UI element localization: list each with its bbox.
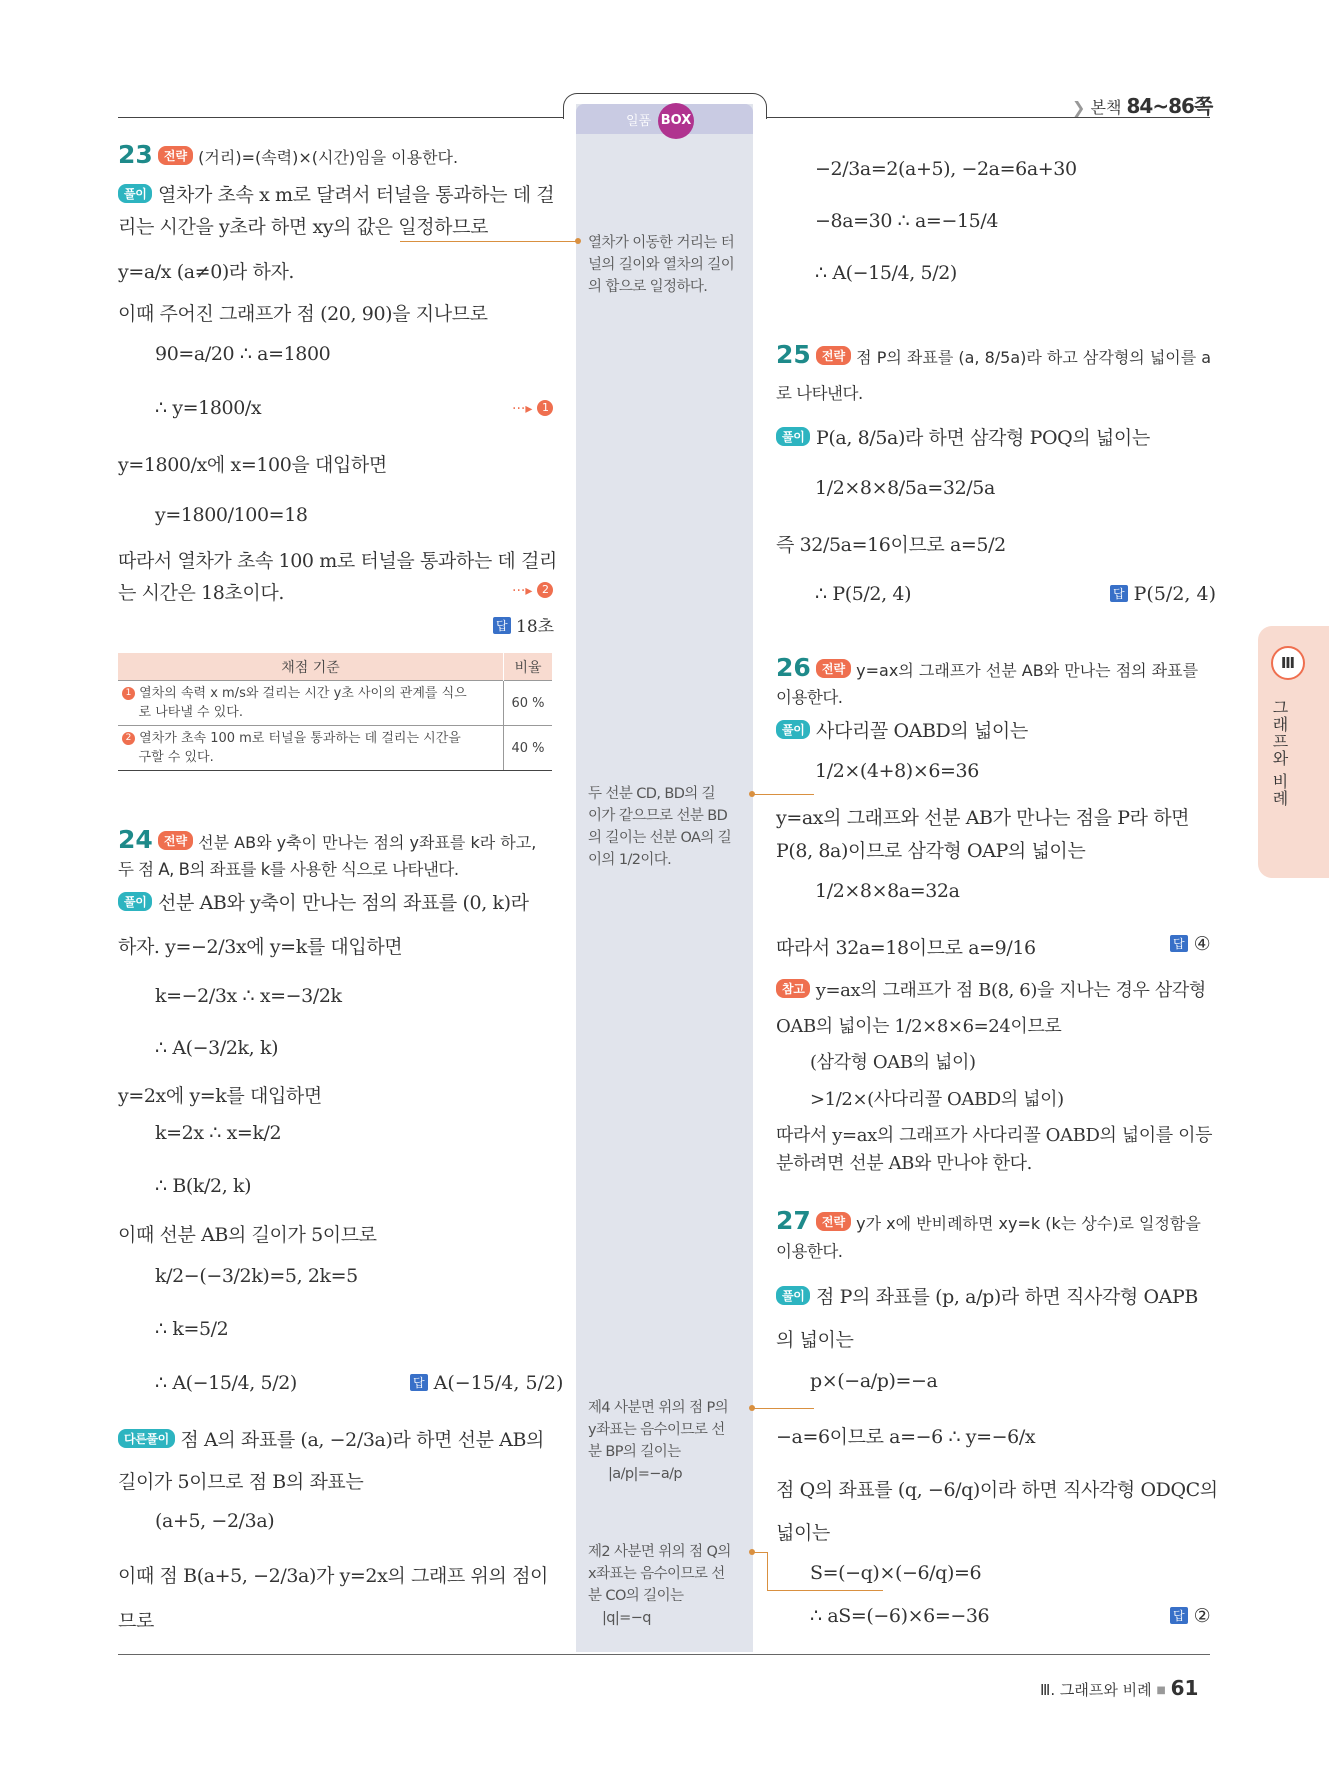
p24-line-3: k=−2/3x ∴ x=−3/2k [155,985,342,1007]
text: y=ax의 그래프가 점 B(8, 6)을 지나는 경우 삼각형 [815,980,1206,1001]
answer-tag: 답 [1170,1607,1188,1624]
solution-tag: 풀이 [118,892,152,911]
p24-alt-3: (a+5, −2/3a) [155,1510,275,1532]
p24-line-5: y=2x에 y=k를 대입하면 [118,1085,322,1107]
problem-number: 25 [776,340,811,369]
p23-line-3: y=a/x (a≠0)라 하자. [118,261,295,283]
footer-chapter: Ⅲ. 그래프와 비례 [1040,1681,1152,1699]
p25-strategy-b: 로 나타낸다. [776,384,863,403]
row-text: 열차의 속력 x m/s와 걸리는 시간 y초 사이의 관계를 식으 [139,686,467,701]
right-top-line-1: −2/3a=2(a+5), −2a=6a+30 [815,158,1077,180]
answer-tag: 답 [493,617,511,634]
p27-line-2: 의 넓이는 [776,1329,854,1351]
p24-line-1 [118,888,529,915]
marker-2: ···▸ 2 [512,580,553,599]
note-line: x좌표는 음수이므로 선 [588,1566,725,1582]
note-line: |a/p|=−a/p [608,1466,683,1482]
row-text: 로 나타낼 수 있다. [138,705,243,720]
p27-line-8: ∴ aS=(−6)×6=−36 [810,1605,990,1627]
p24-line-2: 하자. y=−2/3x에 y=k를 대입하면 [118,936,403,958]
p26-strategy-b: 이용한다. [776,688,843,707]
p23-line-10: 는 시간은 18초이다. [118,582,284,604]
p23-answer [493,612,554,637]
table-header-ratio: 비율 [504,653,553,681]
note-line: 제4 사분면 위의 점 P의 [588,1400,729,1416]
answer-text: ② [1193,1605,1211,1627]
right-top-line-3: ∴ A(−15/4, 5/2) [815,262,957,284]
row-pct: 40 % [504,726,553,771]
note-line: 두 선분 CD, BD의 길 [588,786,716,802]
p27-line-4: −a=6이므로 a=−6 ∴ y=−6/x [776,1426,1036,1448]
row-pct: 60 % [504,681,553,726]
table-row [118,726,552,771]
problem-27-header [776,1206,1201,1235]
p25-line-1 [776,423,1150,450]
box-note-3 [588,1397,748,1485]
strategy-text: (거리)=(속력)×(시간)임을 이용한다. [198,148,459,167]
p26-line-6: 따라서 32a=18이므로 a=9/16 [776,937,1036,959]
connector-line [752,1408,814,1409]
marker-1: ···▸ 1 [512,398,553,417]
connector-line [752,794,814,795]
connector-dot [749,1549,755,1555]
box-note-1 [588,232,748,298]
strategy-tag: 전략 [816,659,851,678]
p23-line-4: 이때 주어진 그래프가 점 (20, 90)을 지나므로 [118,303,488,325]
p26-line-4: P(8, 8a)이므로 삼각형 OAP의 넓이는 [776,840,1086,862]
problem-24-header [118,825,536,854]
p24-alt-5: 므로 [118,1610,154,1632]
row-number: 1 [122,687,135,700]
note-line: |q|=−q [602,1610,651,1626]
p23-line-7: y=1800/x에 x=100을 대입하면 [118,454,387,476]
problem-25-header [776,340,1211,369]
p23-line-5: 90=a/20 ∴ a=1800 [155,343,331,365]
strategy-tag: 전략 [816,1212,851,1231]
table-header-criteria: 채점 기준 [118,653,504,681]
connector-dot [749,791,755,797]
p26-line-1 [776,716,1028,743]
ref-pages: 84~86쪽 [1126,94,1213,118]
marker-number: 1 [537,400,553,416]
strategy-tag: 전략 [158,146,193,165]
row-number: 2 [122,732,135,745]
connector-line [400,241,578,242]
header-top-rule [118,117,563,118]
solution-tag: 풀이 [776,720,810,739]
strategy-text: 선분 AB와 y축이 만나는 점의 y좌표를 k라 하고, [198,833,537,852]
connector-dot [575,238,581,244]
connector-dot [749,1405,755,1411]
problem-26-header [776,653,1198,682]
p25-line-3: 즉 32/5a=16이므로 a=5/2 [776,534,1006,556]
answer-text: A(−15/4, 5/2) [433,1372,564,1394]
note-line: 이가 같으므로 선분 BD [588,808,728,824]
footer-rule [118,1654,1210,1655]
note-line: 널의 길이와 열차의 길이 [588,257,735,273]
box-note-4 [588,1541,748,1629]
connector-line [767,1552,768,1590]
p23-line-8: y=1800/100=18 [155,504,308,526]
p25-line-4: ∴ P(5/2, 4) [815,583,912,605]
ref-label: 본책 [1090,98,1122,117]
p23-line-6: ∴ y=1800/x [155,397,262,419]
problem-23-header [118,140,458,169]
page-reference [1072,90,1212,119]
strategy-text: y=ax의 그래프가 선분 AB와 만나는 점의 좌표를 [856,661,1199,680]
p25-answer [1110,583,1216,605]
problem-number: 26 [776,653,811,682]
p24-answer [410,1372,563,1394]
side-tab-roman: Ⅲ [1271,646,1305,680]
p27-line-6: 넓이는 [776,1522,830,1544]
p27-line-5: 점 Q의 좌표를 (q, −6/q)이라 하면 직사각형 ODQC의 [776,1479,1218,1501]
solution-tag: 풀이 [776,1286,810,1305]
row-text: 열차가 초속 100 m로 터널을 통과하는 데 걸리는 시간을 [139,731,461,746]
p23-line-1 [118,180,554,207]
text: 열차가 초속 x m로 달려서 터널을 통과하는 데 걸 [158,184,555,206]
solution-tag: 풀이 [118,184,152,203]
p26-note-1 [776,976,1206,1002]
p26-note-2: OAB의 넓이는 1/2×8×6=24이므로 [776,1016,1062,1037]
p27-strategy-b: 이용한다. [776,1242,843,1261]
side-chapter-tab[interactable] [1258,626,1329,878]
scoring-table [118,653,552,771]
note-line: y좌표는 음수이므로 선 [588,1422,725,1438]
chevron-right-icon: ❯ [1072,98,1086,117]
text: P(a, 8/5a)라 하면 삼각형 POQ의 넓이는 [816,427,1150,449]
side-tab-label: 그래프와 비례 [1270,699,1289,808]
problem-number: 24 [118,825,153,854]
p24-line-10: ∴ k=5/2 [155,1318,229,1340]
answer-text: P(5/2, 4) [1133,583,1216,605]
p24-line-6: k=2x ∴ x=k/2 [155,1122,282,1144]
p24-alt-2: 길이가 5이므로 점 B의 좌표는 [118,1471,364,1493]
answer-tag: 답 [1110,585,1128,602]
alt-solution-tag: 다른풀이 [118,1429,175,1448]
p24-alt-1 [118,1425,544,1452]
text: 선분 AB와 y축이 만나는 점의 좌표를 (0, k)라 [158,892,529,914]
p25-line-2: 1/2×8×8/5a=32/5a [815,477,995,499]
p23-line-2: 리는 시간을 y초라 하면 xy의 값은 일정하므로 [118,216,489,238]
page-number: 61 [1170,1676,1199,1700]
right-top-line-2: −8a=30 ∴ a=−15/4 [815,210,999,232]
p24-line-4: ∴ A(−3/2k, k) [155,1037,279,1059]
p26-line-5: 1/2×8×8a=32a [815,880,960,902]
connector-line [767,1590,883,1591]
p26-line-2: 1/2×(4+8)×6=36 [815,760,979,782]
strategy-tag: 전략 [816,346,851,365]
p26-note-6: 분하려면 선분 AB와 만나야 한다. [776,1153,1032,1174]
p26-note-5: 따라서 y=ax의 그래프가 사다리꼴 OABD의 넓이를 이등 [776,1125,1213,1146]
strategy-tag: 전략 [158,831,193,850]
p26-note-4: >1/2×(사다리꼴 OABD의 넓이) [810,1089,1064,1110]
p24-alt-4: 이때 점 B(a+5, −2/3a)가 y=2x의 그래프 위의 점이 [118,1565,548,1587]
footer: Ⅲ. 그래프와 비례 ■ 61 [1040,1676,1199,1700]
text: 점 A의 좌표를 (a, −2/3a)라 하면 선분 AB의 [180,1429,545,1451]
note-line: 열차가 이동한 거리는 터 [588,235,735,251]
note-line: 의 합으로 일정하다. [588,279,708,295]
strategy-text: y가 x에 반비례하면 xy=k (k는 상수)로 일정함을 [856,1214,1201,1233]
answer-text: 18초 [516,617,555,637]
strategy-text: 점 P의 좌표를 (a, 8/5a)라 하고 삼각형의 넓이를 a [856,348,1212,367]
note-line: 이의 1/2이다. [588,852,672,868]
table-row [118,681,552,726]
answer-tag: 답 [410,1374,428,1391]
p24-line-8: 이때 선분 AB의 길이가 5이므로 [118,1224,377,1246]
p27-line-7: S=(−q)×(−6/q)=6 [810,1562,982,1584]
p24-line-9: k/2−(−3/2k)=5, 2k=5 [155,1265,358,1287]
note-line: 제2 사분면 위의 점 Q의 [588,1544,731,1560]
note-tag: 참고 [776,979,810,998]
note-line: 의 길이는 선분 OA의 길 [588,830,732,846]
solution-tag: 풀이 [776,427,810,446]
box-label-ilpum: 일품 [626,114,652,129]
p24-line-11: ∴ A(−15/4, 5/2) [155,1372,297,1394]
p23-line-9: 따라서 열차가 초속 100 m로 터널을 통과하는 데 걸리 [118,550,557,572]
p26-note-3: (삼각형 OAB의 넓이) [810,1052,976,1073]
text: 사다리꼴 OABD의 넓이는 [816,720,1028,742]
marker-number: 2 [537,582,553,598]
answer-text: ④ [1193,933,1211,955]
problem-number: 23 [118,140,153,169]
answer-tag: 답 [1170,935,1188,952]
box-label-box: BOX [658,103,694,139]
note-line: 분 BP의 길이는 [588,1444,681,1460]
row-text: 구할 수 있다. [138,750,214,765]
p26-line-3: y=ax의 그래프와 선분 AB가 만나는 점을 P라 하면 [776,807,1190,829]
p27-line-1 [776,1282,1198,1309]
p24-line-7: ∴ B(k/2, k) [155,1175,252,1197]
note-line: 분 CO의 길이는 [588,1588,684,1604]
p27-answer [1170,1605,1211,1627]
p26-answer [1170,933,1211,955]
p27-line-3: p×(−a/p)=−a [810,1370,938,1392]
box-note-2 [588,783,748,871]
problem-number: 27 [776,1206,811,1235]
text: 점 P의 좌표를 (p, a/p)라 하면 직사각형 OAPB [816,1286,1198,1308]
p24-strategy-b: 두 점 A, B의 좌표를 k를 사용한 식으로 나타낸다. [118,860,459,879]
